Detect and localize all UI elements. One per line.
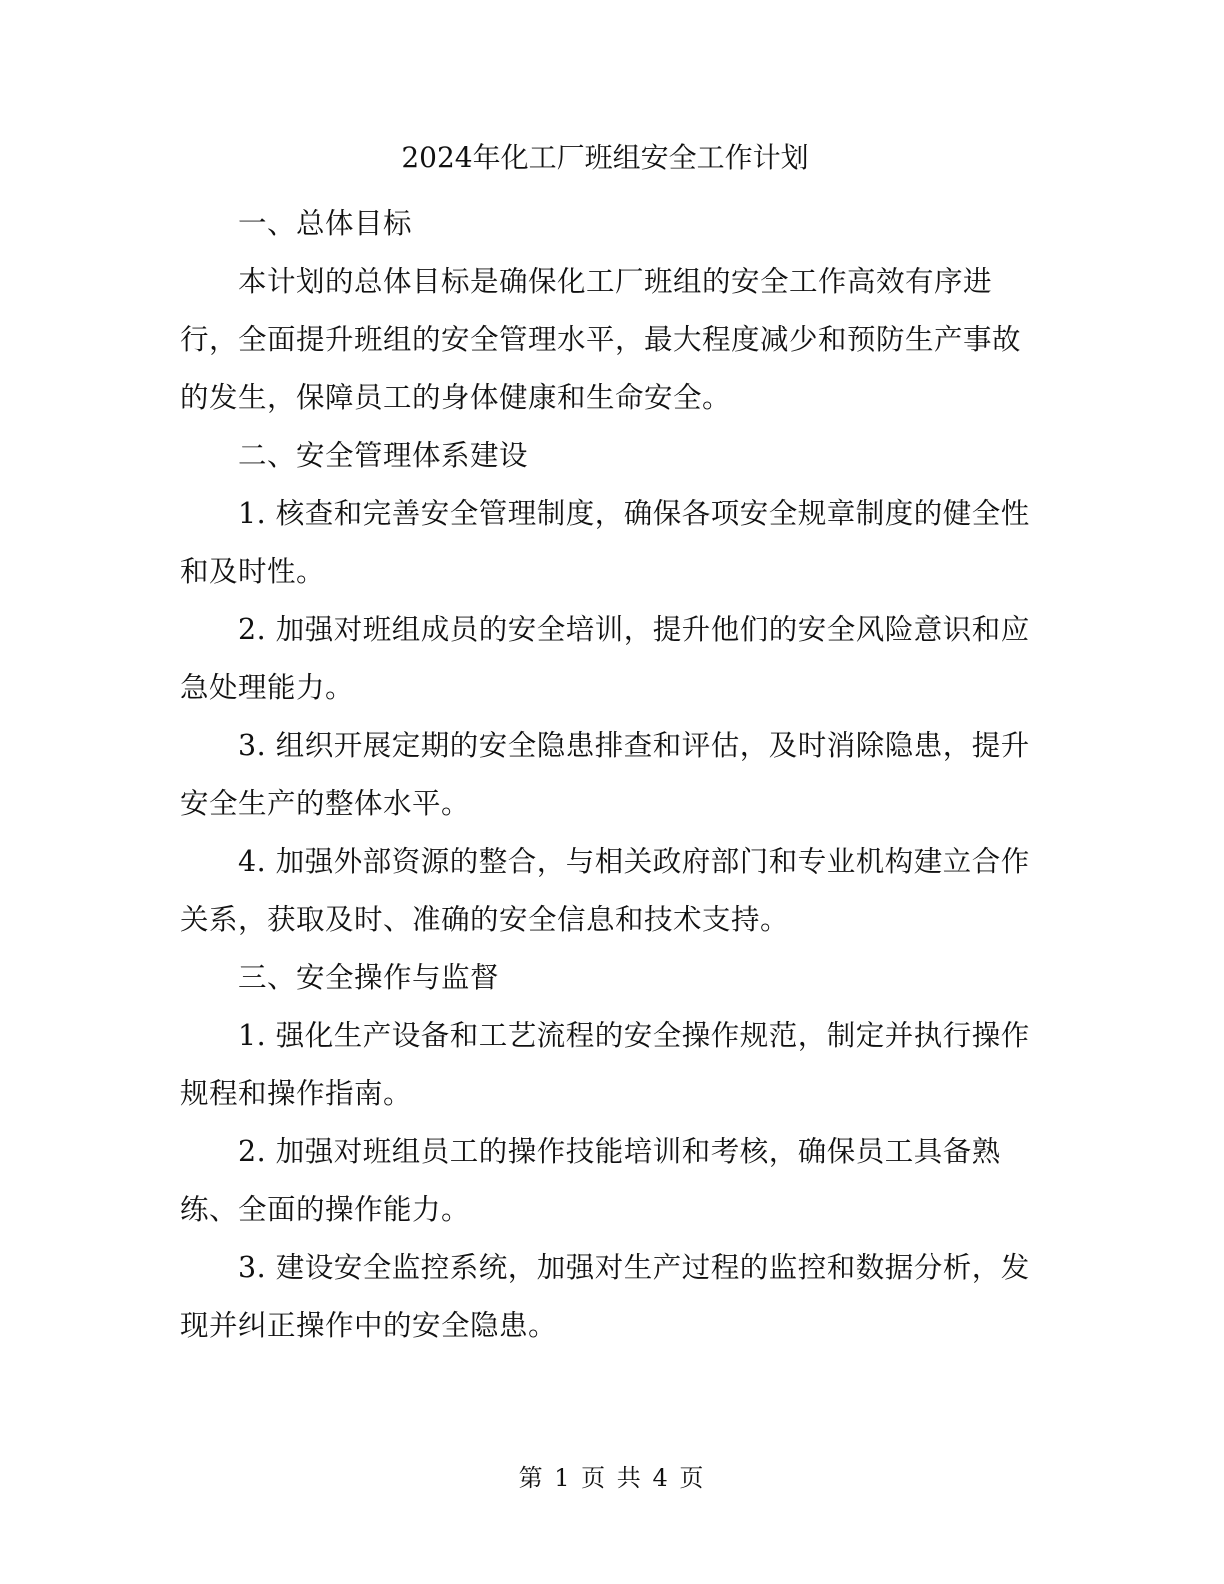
list-item: 2. 加强对班组成员的安全培训，提升他们的安全风险意识和应急处理能力。	[180, 613, 1030, 704]
list-item: 3. 组织开展定期的安全隐患排查和评估，及时消除隐患，提升安全生产的整体水平。	[180, 729, 1030, 820]
page-footer: 第 1 页 共 4 页	[518, 1464, 706, 1492]
list-item: 3. 建设安全监控系统，加强对生产过程的监控和数据分析，发现并纠正操作中的安全隐患。	[180, 1251, 1030, 1342]
document-body	[180, 195, 1030, 1355]
list-item: 1. 强化生产设备和工艺流程的安全操作规范，制定并执行操作规程和操作指南。	[180, 1019, 1030, 1110]
list-item: 1. 核查和完善安全管理制度，确保各项安全规章制度的健全性和及时性。	[180, 497, 1030, 588]
document-title: 2024年化工厂班组安全工作计划	[401, 141, 809, 174]
paragraph-goal: 本计划的总体目标是确保化工厂班组的安全工作高效有序进行，全面提升班组的安全管理水平，最大程度减少和预防生产事故的发生，保障员工的身体健康和生命安全。	[180, 265, 1022, 414]
section-heading-1: 一、总体目标	[238, 207, 413, 240]
section-heading-2: 二、安全管理体系建设	[238, 439, 529, 472]
list-item: 4. 加强外部资源的整合，与相关政府部门和专业机构建立合作关系，获取及时、准确的安全信息和技术支持。	[180, 845, 1030, 936]
section-heading-3: 三、安全操作与监督	[238, 961, 500, 994]
list-item: 2. 加强对班组员工的操作技能培训和考核，确保员工具备熟练、全面的操作能力。	[180, 1135, 1001, 1226]
document-page	[180, 0, 1030, 1584]
